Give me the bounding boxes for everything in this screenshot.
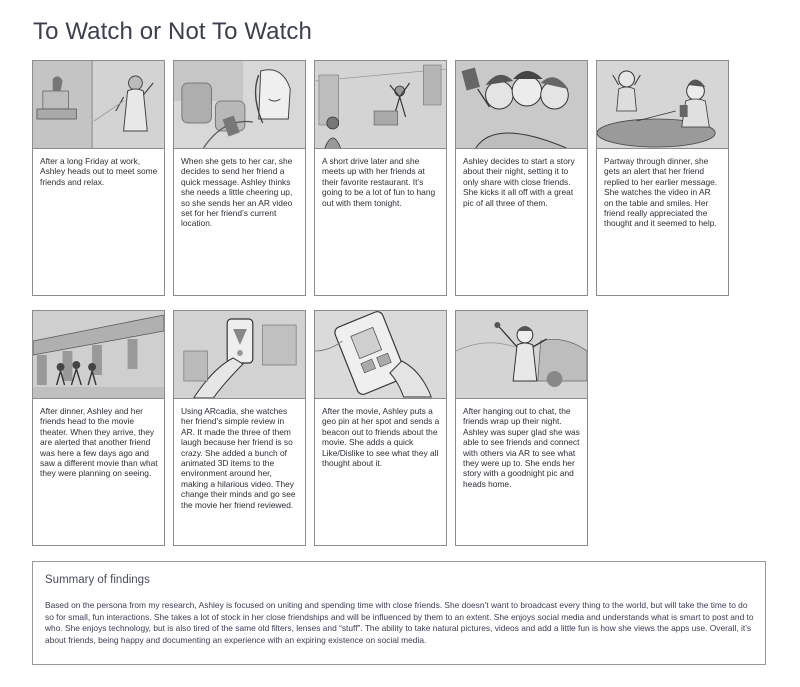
storyboard-panel-1 xyxy=(32,60,165,296)
storyboard-panel-7 xyxy=(173,310,306,546)
panel-caption: Using ARcadia, she watches her friend’s simple review in AR. It made the three of them laugh because her friend is so crazy. She added a bunch of animated 3D items to the environment around her, making a hilarious video. They change their minds and go see the movie her friend reviewed. xyxy=(181,406,296,510)
sketch-goodnight-pic xyxy=(456,311,587,399)
summary-title: Summary of findings xyxy=(45,574,150,586)
storyboard-panel-8 xyxy=(314,310,447,546)
panel-caption: When she gets to her car, she decides to send her friend a quick message. Ashley thinks she needs a little cheering up, so she sends her an AR video set for her friend’s current location. xyxy=(181,156,293,229)
panel-caption: After a long Friday at work, Ashley heads out to meet some friends and relax. xyxy=(40,156,158,187)
sketch-restaurant-meetup xyxy=(315,61,446,149)
storyboard-panel-3 xyxy=(314,60,447,296)
sketch-dinner-ar-video xyxy=(597,61,728,149)
sketch-like-dislike-phone xyxy=(315,311,446,399)
sketch-group-selfie xyxy=(456,61,587,149)
page-title: To Watch or Not To Watch xyxy=(33,18,312,45)
storyboard-panel-9 xyxy=(455,310,588,546)
storyboard-panel-4 xyxy=(455,60,588,296)
panel-caption: After dinner, Ashley and her friends head to the movie theater. When they arrive, they are alerted that another friend was here a few days ago and saw a different movie than what they were planning on seeing. xyxy=(40,406,158,479)
summary-box xyxy=(32,561,766,665)
panel-caption: Ashley decides to start a story about their night, setting it to only share with close friends. She kicks it all off with a great pic of all three of them. xyxy=(463,156,575,208)
storyboard-panel-5 xyxy=(596,60,729,296)
sketch-in-car-messaging xyxy=(174,61,305,149)
sketch-movie-theater xyxy=(33,311,164,399)
panel-caption: After hanging out to chat, the friends wrap up their night. Ashley was super glad she was able to see friends and connect with others via AR to see what they were up to. She ends her story with a goodnight pic and heads home. xyxy=(463,406,580,489)
panel-caption: Partway through dinner, she gets an alert that her friend replied to her earlier message. She watches the video in AR on the table and smiles. Her friend really appreciated the thought and it seemed to help. xyxy=(604,156,718,229)
storyboard-panel-6 xyxy=(32,310,165,546)
panel-caption: A short drive later and she meets up with her friends at their favorite restaurant. It’s going to be a lot of fun to hang out with them tonight. xyxy=(322,156,436,208)
sketch-leaving-work xyxy=(33,61,164,149)
sketch-ar-review-phone xyxy=(174,311,305,399)
storyboard-panel-2 xyxy=(173,60,306,296)
summary-body: Based on the persona from my research, Ashley is focused on uniting and spending time with close friends. She doesn’t want to broadcast every thing to the world, but will take the time to do so for small, fun interactions. She takes a lot of stock in her close friendships and will be influenced by them to an extent. She enjoys social media and understands what is smart to post and to who. She enjoys technology, but is also tired of the same old filters, lenses and “stuff”. The ability to take natural pictures, videos and add a little fun is how she views the apps use. Overall, it’s about friends, being happy and documenting an experience with an expiring existence on social media. xyxy=(45,600,754,645)
panel-caption: After the movie, Ashley puts a geo pin at her spot and sends a beacon out to friends about the movie. She adds a quick Like/Dislike to see what they all thought about it. xyxy=(322,406,440,469)
